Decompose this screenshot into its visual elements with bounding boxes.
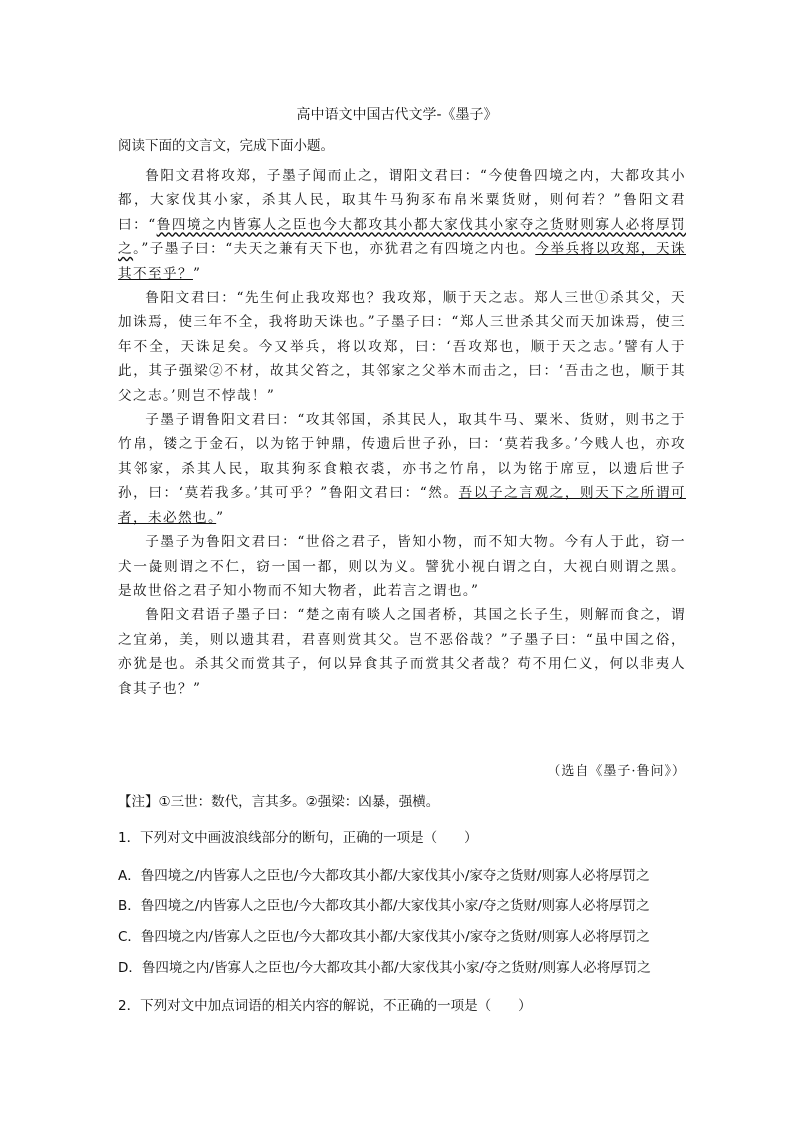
passage bbox=[118, 164, 686, 701]
instruction: 阅读下面的文言文，完成下面小题。 bbox=[118, 138, 334, 154]
footnote: 【注】①三世：数代，言其多。②强梁：凶暴，强横。 bbox=[118, 794, 440, 810]
question-1-option-d[interactable]: D．鲁四境之内/皆寡人之臣也/今大都攻其小都/大家伐其小家/夺之货财/则寡人必将厚罚之 bbox=[118, 960, 651, 976]
question-2-stem: 2．下列对文中加点词语的相关内容的解说，不正确的一项是（ ） bbox=[118, 998, 532, 1014]
paragraph-1-text-b: 。”子墨子曰：“夫天之兼有天下也，亦犹君之有四境之内也。 bbox=[133, 241, 536, 258]
page-title: 高中语文中国古代文学-《墨子》 bbox=[296, 107, 498, 123]
paragraph-2: 鲁阳文君曰：“先生何止我攻郑也？我攻郑，顺于天之志。郑人三世①杀其父，天加诛焉，使三年不全，我将助天诛也。”子墨子曰：“郑人三世杀其父而天加诛焉，使三年不全，天诛足矣。今又举兵，将以攻郑，曰：‘吾攻郑也，顺于天之志。’譬有人于此，其子强梁②不材，故其父笞之，其邻家之父举木而击之，曰：‘吾击之也，顺于其父之志。’则岂不悖哉！” bbox=[118, 290, 686, 404]
underlined-sentence-1: 今举兵将以攻郑，天诛其不至乎？ bbox=[118, 241, 687, 282]
paragraph-3 bbox=[118, 408, 686, 530]
underlined-sentence-2: 吾以子之言观之，则天下之所谓可者，未必然也。 bbox=[118, 485, 686, 526]
question-1-option-c[interactable]: C．鲁四境之内/皆寡人之臣也/今大都攻其小都/大家伐其小/家夺之货财/则寡人必将厚罚之 bbox=[118, 929, 650, 945]
paragraph-4: 子墨子为鲁阳文君曰：“世俗之君子，皆知小物，而不知大物。今有人于此，窃一犬一彘则谓之不仁，窃一国一都，则以为义。譬犹小视白谓之白，大视白则谓之黑。是故世俗之君子知小物而不知大物者，此若言之谓也。” bbox=[118, 534, 686, 599]
source-citation: （选自《墨子·鲁问》） bbox=[547, 764, 686, 779]
question-1-stem: 1．下列对文中画波浪线部分的断句，正确的一项是（ ） bbox=[118, 830, 478, 846]
paragraph-3-text-a: 子墨子谓鲁阳文君曰：“攻其邻国，杀其民人，取其牛马、粟米、货财，则书之于竹帛，镂之于金石，以为铭于钟鼎，传遗后世子孙，曰：‘莫若我多。’今贱人也，亦攻其邻家，杀其人民，取其狗豕食粮衣裘，亦书之竹帛，以为铭于席豆，以遗后世子孙，曰：‘莫若我多。’其可乎？”鲁阳文君曰：“然。 bbox=[118, 412, 686, 502]
question-1-option-b[interactable]: B．鲁四境之/内皆寡人之臣也/今大都攻其小都/大家伐其小家/夺之货财/则寡人必将厚罚之 bbox=[118, 898, 650, 914]
paragraph-3-text-b: ” bbox=[216, 509, 225, 526]
paragraph-1 bbox=[118, 164, 686, 286]
question-1-option-a[interactable]: A．鲁四境之/内皆寡人之臣也/今大都攻其小都/大家伐其小/家夺之货财/则寡人必将厚罚之 bbox=[118, 868, 650, 884]
paragraph-1-text-a: 鲁阳文君将攻郑，子墨子闻而止之，谓阳文君曰：“今使鲁四境之内，大都攻其小都，大家伐其小家，杀其人民，取其牛马狗豕布帛米粟货财，则何若？”鲁阳文君曰：“ bbox=[118, 168, 686, 233]
paragraph-1-text-c: ” bbox=[192, 265, 202, 282]
paragraph-5: 鲁阳文君语子墨子曰：“楚之南有啖人之国者桥，其国之长子生，则解而食之，谓之宜弟，美，则以遗其君，君喜则赏其父。岂不恶俗哉？”子墨子曰：“虽中国之俗，亦犹是也。杀其父而赏其子，何以异食其子而赏其父者哉？苟不用仁义，何以非夷人食其子也？” bbox=[118, 607, 686, 697]
wavy-underlined-text: 鲁四境之内皆寡人之臣也今大都攻其小都大家伐其小家夺之货财则寡人必将厚罚之 bbox=[118, 216, 686, 258]
